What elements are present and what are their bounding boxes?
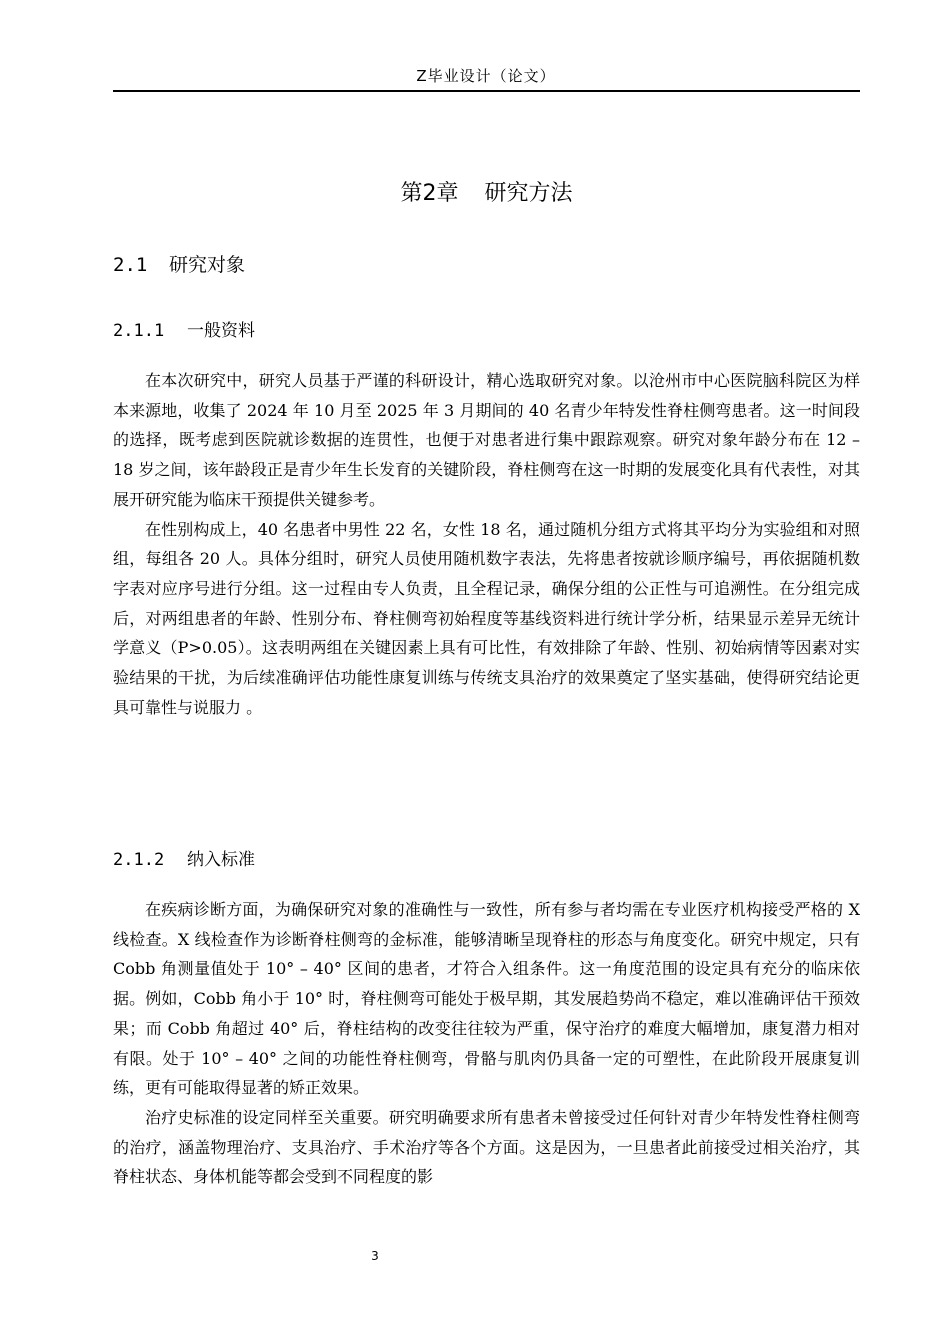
running-header: Z毕业设计（论文） <box>416 67 556 85</box>
paragraph: 治疗史标准的设定同样至关重要。研究明确要求所有患者未曾接受过任何针对青少年特发性脊柱侧弯的治疗，涵盖物理治疗、支具治疗、手术治疗等各个方面。这是因为，一旦患者此前接受过相关治疗，其脊柱状态、身体机能等都会受到不同程度的影 <box>113 1107 860 1187</box>
section-number: 2.1.2 <box>113 850 165 870</box>
chapter-number: 第2章 <box>400 181 459 206</box>
section-body-2-1-1 <box>113 366 860 722</box>
paragraph: 在本次研究中，研究人员基于严谨的科研设计，精心选取研究对象。以沧州市中心医院脑科院区为样本来源地，收集了 2024 年 10 月至 2025 年 3 月期间的 40 名青少年特发性脊柱侧弯患者。这一时间段的选择，既考虑到医院就诊数据的连贯性，也便于对患者进行集中跟踪观察。研究对象年龄分布在 12 – 18 岁之间，该年龄段正是青少年生长发育的关键阶段，脊柱侧弯在这一时期的发展变化具有代表性，对其展开研究能为临床干预提供关键参考。 <box>113 371 860 509</box>
section-title: 纳入标准 <box>187 850 255 870</box>
section-heading-2-1-1 <box>113 316 255 346</box>
section-heading-2-1-2 <box>113 845 255 875</box>
page-number: 3 <box>371 1249 379 1263</box>
section-title: 研究对象 <box>169 254 246 276</box>
section-title: 一般资料 <box>187 321 255 341</box>
section-number: 2.1.1 <box>113 321 165 341</box>
chapter-title <box>113 174 860 214</box>
section-number: 2.1 <box>113 254 148 276</box>
section-heading-2-1 <box>113 250 245 280</box>
section-body-2-1-2 <box>113 895 860 1192</box>
paragraph: 在性别构成上，40 名患者中男性 22 名，女性 18 名，通过随机分组方式将其平均分为实验组和对照组，每组各 20 人。具体分组时，研究人员使用随机数字表法，先将患者按就诊顺序编号，再依据随机数字表对应序号进行分组。这一过程由专人负责，且全程记录，确保分组的公正性与可追溯性。在分组完成后，对两组患者的年龄、性别分布、脊柱侧弯初始程度等基线资料进行统计学分析，结果显示差异无统计学意义（P>0.05）。这表明两组在关键因素上具有可比性，有效排除了年龄、性别、初始病情等因素对实验结果的干扰，为后续准确评估功能性康复训练与传统支具治疗的效果奠定了坚实基础，使得研究结论更具可靠性与说服力 。 <box>113 519 860 717</box>
header-rule <box>113 90 860 92</box>
paragraph: 在疾病诊断方面，为确保研究对象的准确性与一致性，所有参与者均需在专业医疗机构接受严格的 X 线检查。X 线检查作为诊断脊柱侧弯的金标准，能够清晰呈现脊柱的形态与角度变化。研究中规定，只有 Cobb 角测量值处于 10° – 40° 区间的患者，才符合入组条件。这一角度范围的设定具有充分的临床依据。例如，Cobb 角小于 10° 时，脊柱侧弯可能处于极早期，其发展趋势尚不稳定，难以准确评估干预效果；而 Cobb 角超过 40° 后，脊柱结构的改变往往较为严重，保守治疗的难度大幅增加，康复潜力相对有限。处于 10° – 40° 之间的功能性脊柱侧弯，骨骼与肌肉仍具备一定的可塑性，在此阶段开展康复训练，更有可能取得显著的矫正效果。 <box>113 900 860 1098</box>
chapter-title-text: 研究方法 <box>484 181 573 206</box>
